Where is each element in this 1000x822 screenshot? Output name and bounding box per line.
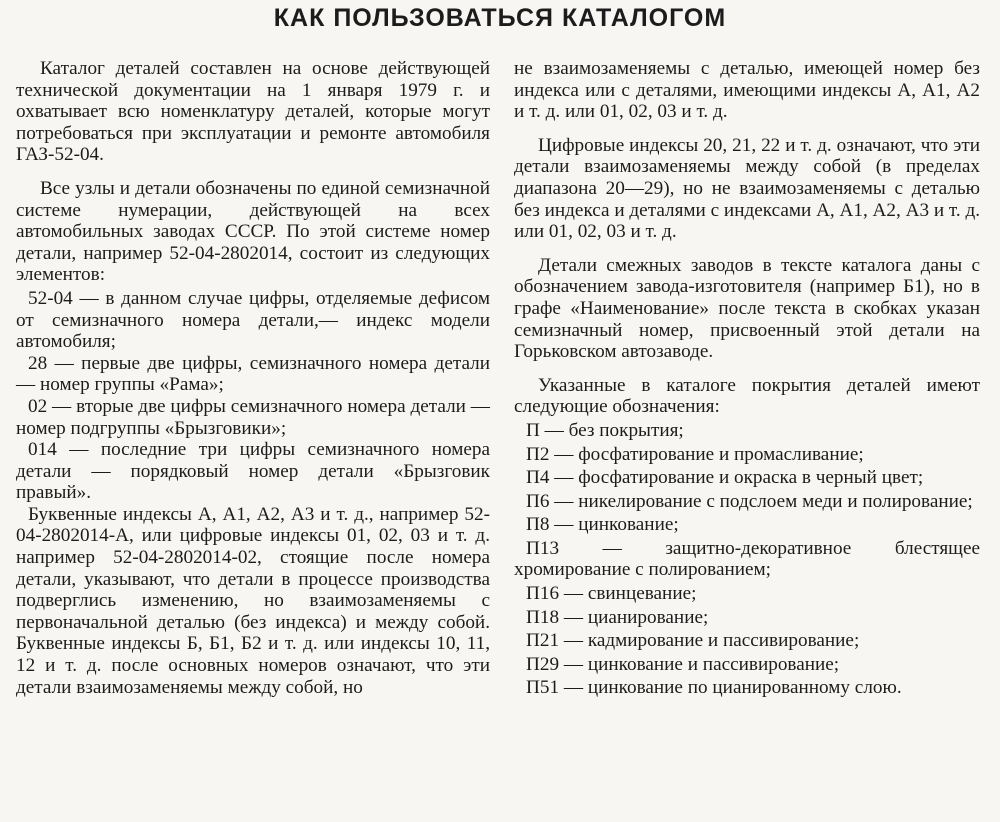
intro-paragraph: Каталог деталей составлен на основе действующей технической документации на 1 января 1979 г. и охватывает всю номенклатуру деталей, которые могут потребоваться при эксплуатации и ремонте автомобиля ГАЗ-52-04.	[16, 58, 490, 166]
adjacent-plants-paragraph: Детали смежных заводов в тексте каталога даны с обозначением завода-изготовителя (например Б1), но в графе «Наименование» после текста в скобках указан семизначный номер, присвоенный этой детали на Горьковском автозаводе.	[514, 254, 980, 363]
page-title: КАК ПОЛЬЗОВАТЬСЯ КАТАЛОГОМ	[273, 4, 727, 32]
numbering-paragraph: Все узлы и детали обозначены по единой семизначной системе нумерации, действующей на всех автомобильных заводах СССР. По этой системе номер детали, например 52-04-2802014, состоит из следующих элементов:	[16, 177, 490, 286]
coating-code-item: П18 — цианирование;	[526, 606, 709, 628]
coating-code-item: П4 — фосфатирование и окраска в черный цвет;	[526, 467, 924, 489]
letter-index-paragraph: Буквенные индексы А, А1, А2, А3 и т. д., например 52-04-2802014-А, или цифровые индексы 01, 02, 03 и т. д. например 52-04-2802014-02, стоящие после номера детали, указывают, что детали в процессе производства подверглись изменению, но взаимозаменяемы с первоначальной деталью (без индекса) и между собой. Буквенные индексы Б, Б1, Б2 и т. д. или индексы 10, 11, 12 и т. д. после основных номеров означают, что эти детали взаимозаменяемы между собой, но	[16, 503, 490, 698]
coating-code-item: П16 — свинцевание;	[526, 583, 697, 605]
coating-code-item: П21 — кадмирование и пассивирование;	[526, 630, 860, 652]
right-column	[514, 58, 980, 701]
digit-index-paragraph: Цифровые индексы 20, 21, 22 и т. д. означают, что эти детали взаимозаменяемы между собой (в пределах диапазона 20—29), но не взаимозаменяемы с деталью без индекса и деталями с индексами А, А1, А2, А3 и т. д. или 01, 02, 03 и т. д.	[514, 134, 981, 243]
left-column	[16, 58, 490, 698]
coating-code-item: П13 — защитно-декоративное блестящее хромирование с полированием;	[514, 537, 980, 581]
element-model-index: 52-04 — в данном случае цифры, отделяемые дефисом от семизначного номера детали,— индекс модели автомобиля;	[16, 287, 490, 353]
coating-code-item: П — без покрытия;	[526, 419, 684, 441]
element-serial: 014 — последние три цифры семизначного номера детали — порядковый номер детали «Брызговик правый».	[16, 439, 490, 504]
continuation-paragraph: не взаимозаменяемы с деталью, имеющей номер без индекса или с деталями, имеющими индексы А, А1, А2 и т. д. или 01, 02, 03 и т. д.	[514, 58, 980, 123]
coatings-intro: Указанные в каталоге покрытия деталей имеют следующие обозначения:	[514, 374, 980, 418]
coating-code-item: П29 — цинкование и пассивирование;	[526, 653, 840, 675]
element-subgroup: 02 — вторые две цифры семизначного номера детали — номер подгруппы «Брызговики»;	[16, 395, 490, 439]
coating-code-item: П6 — никелирование с подслоем меди и полирование;	[526, 490, 973, 512]
coating-code-item: П51 — цинкование по цианированному слою.	[526, 677, 902, 699]
coating-code-item: П8 — цинкование;	[526, 514, 679, 536]
element-group: 28 — первые две цифры, семизначного номера детали — номер группы «Рама»;	[16, 352, 490, 396]
coating-code-item: П2 — фосфатирование и промасливание;	[526, 443, 864, 465]
